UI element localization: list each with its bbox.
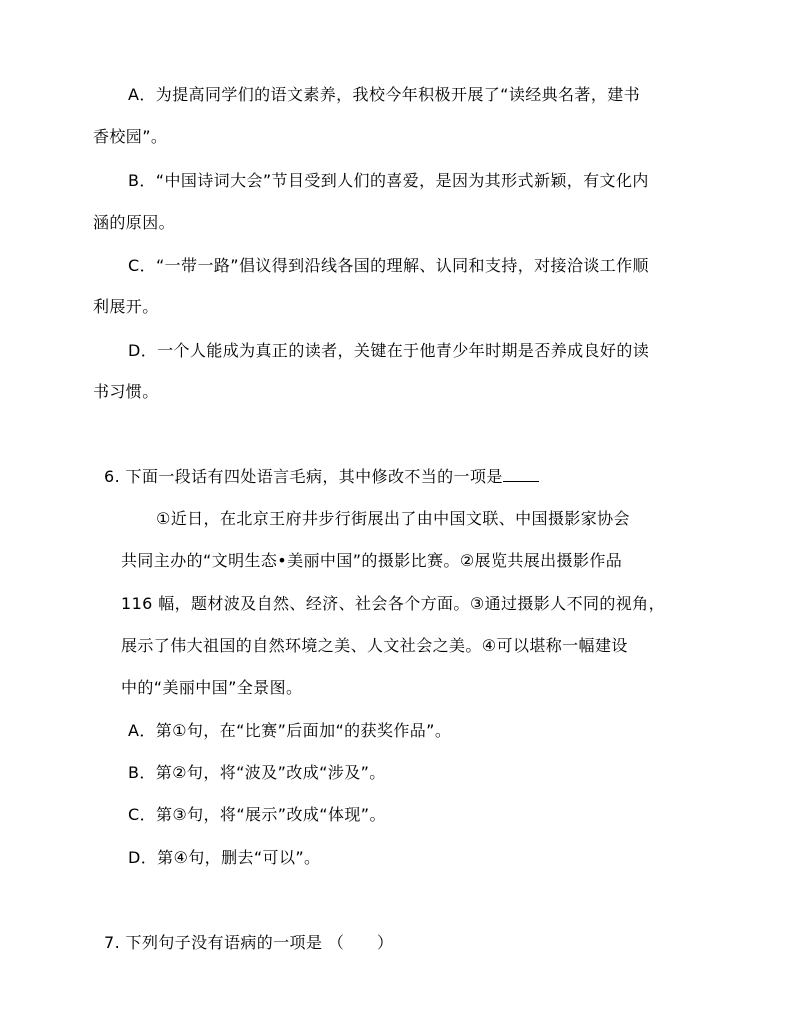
q6-stem-text: 6. 下面一段话有四处语言毛病，其中修改不当的一项是	[104, 467, 503, 486]
q5-option-c-line1: C．“一带一路”倡议得到沿线各国的理解、认同和支持，对接洽谈工作顺	[128, 256, 649, 275]
q5-option-a-line2: 香校园”。	[93, 127, 168, 146]
q6-option-d: D．第④句，删去“可以”。	[128, 848, 321, 867]
q6-passage-line1: ①近日，在北京王府井步行街展出了由中国文联、中国摄影家协会	[156, 509, 630, 528]
q6-passage-line4: 展示了伟大祖国的自然环境之美、人文社会之美。④可以堪称一幅建设	[121, 636, 628, 655]
q5-option-d-line2: 书习惯。	[93, 382, 159, 401]
q6-option-b: B．第②句，将“波及”改成“涉及”。	[128, 763, 386, 782]
q5-option-c-line2: 利展开。	[93, 297, 159, 316]
q7-stem: 7. 下列句子没有语病的一项是 （ ）	[104, 933, 394, 952]
q5-option-d-line1: D．一个人能成为真正的读者，关键在于他青少年时期是否养成良好的读	[128, 341, 650, 360]
q6-passage-line5: 中的“美丽中国”全景图。	[121, 678, 303, 697]
answer-blank	[503, 467, 539, 482]
q6-stem	[104, 466, 539, 488]
q5-option-a-line1: A．为提高同学们的语文素养，我校今年积极开展了“读经典名著，建书	[128, 85, 641, 104]
q6-option-c: C．第③句，将“展示”改成“体现”。	[128, 805, 386, 824]
q6-passage-line3: 116 幅，题材波及自然、经济、社会各个方面。③通过摄影人不同的视角，	[121, 594, 665, 613]
q5-option-b-line1: B．“中国诗词大会”节目受到人们的喜爱，是因为其形式新颖，有文化内	[128, 171, 649, 190]
q6-passage-line2: 共同主办的“文明生态•美丽中国”的摄影比赛。②展览共展出摄影作品	[121, 551, 623, 570]
q5-option-b-line2: 涵的原因。	[93, 213, 176, 232]
q6-option-a: A．第①句，在“比赛”后面加“的获奖作品”。	[128, 721, 452, 740]
